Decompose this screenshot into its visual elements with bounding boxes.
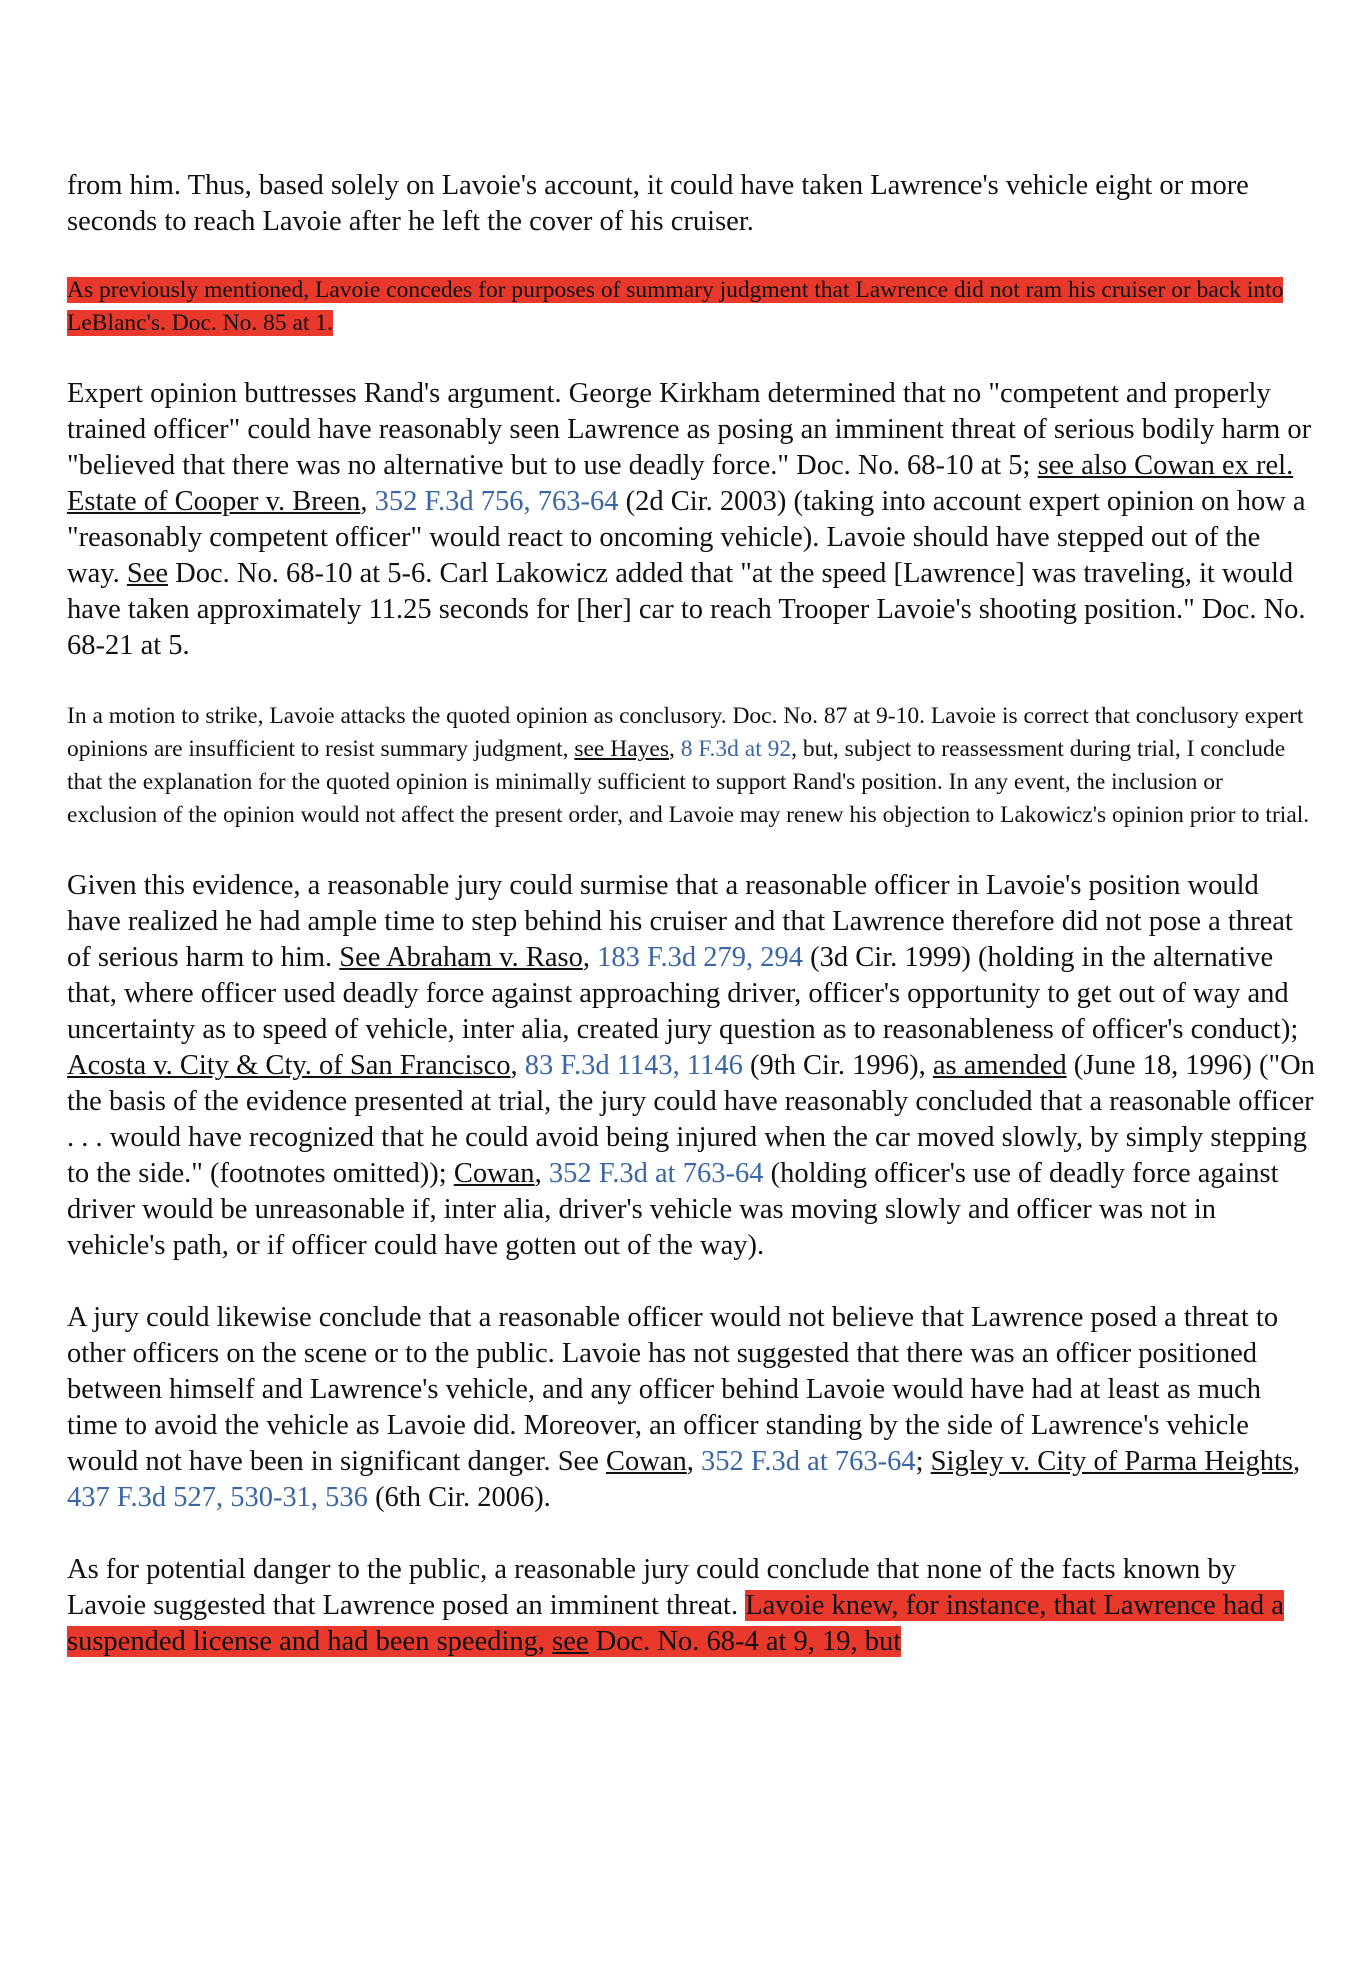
paragraph-gap [67, 664, 1317, 700]
text-run: A jury could likewise conclude that a reasonable officer would not believe that Lawrence posed a threat to other officers on the scene or to the public. Lavoie has not suggested that there was an officer positioned between himself and Lawrence's vehicle, and any officer behind Lavoie would have had at least as much time to avoid the vehicle as Lavoie did. Moreover, an officer standing by the side of Lawrence's vehicle would not have been in significant danger. See [67, 1302, 1279, 1477]
citation-link[interactable]: 352 F.3d at 763-64 [700, 1446, 916, 1477]
text-run: (3d Cir. 1999) (holding in the alternative that, where officer used deadly force against approaching driver, officer's opportunity to get out of way and uncertainty as to speed of vehicle, inter alia, created jury question as to reasonableness of officer's conduct); [67, 942, 1299, 1045]
paragraph-other-officers [67, 1300, 1317, 1516]
citation-link[interactable]: 183 F.3d 279, 294 [597, 942, 804, 973]
paragraph-vehicle-timing: from him. Thus, based solely on Lavoie's account, it could have taken Lawrence's vehicle eight or more seconds to reach Lavoie after he left the cover of his cruiser. [67, 170, 1249, 237]
text-run: Expert opinion buttresses Rand's argument. George Kirkham determined that no "competent and properly trained officer" could have reasonably seen Lawrence as posing an imminent threat of serious bodily harm or "believed that there was no alternative but to use deadly force." Doc. No. 68-10 at 5; [67, 378, 1312, 481]
text-run: (June 18, 1996) ("On the basis of the evidence presented at trial, the jury could have reasonably concluded that a reasonable officer . . . would have recognized that he could avoid being injured when the car moved slowly, by simply stepping to the side." (footnotes omitted)); [67, 1050, 1315, 1189]
case-citation-underlined: See Abraham v. Raso [339, 942, 583, 973]
paragraph-gap [67, 832, 1317, 868]
paragraph-jury-surmise [67, 868, 1317, 1264]
text-run: , but, subject to reassessment during trial, I conclude that the explanation for the quoted opinion is minimally sufficient to support Rand's position. In any event, the inclusion or exclusion of the opinion would not affect the present order, and Lavoie may renew his objection to Lakowicz's opinion prior to trial. [67, 736, 1310, 828]
citation-link[interactable]: 83 F.3d 1143, 1146 [524, 1050, 743, 1081]
footnote-concession [67, 274, 1317, 340]
case-citation-underlined: Acosta v. City & Cty. of San Francisco [67, 1050, 511, 1081]
text-run: , [534, 1158, 549, 1189]
paragraph-gap [67, 240, 1317, 274]
text-run: , [1292, 1446, 1301, 1477]
text-run: , [668, 736, 681, 762]
citation-link[interactable]: 352 F.3d 756, 763-64 [374, 486, 619, 517]
case-citation-underlined: see Hayes [574, 736, 669, 762]
text-run: , [510, 1050, 525, 1081]
paragraph-gap [67, 1516, 1317, 1552]
text-run: In a motion to strike, Lavoie attacks the quoted opinion as conclusory. Doc. No. 87 at 9-10. Lavoie is correct that conclusory expert opinions are insufficient to resist summary judgment, [67, 703, 1304, 762]
text-run: ; [915, 1446, 931, 1477]
text-run: (9th Cir. 1996), [742, 1050, 933, 1081]
citation-link[interactable]: 352 F.3d at 763-64 [548, 1158, 764, 1189]
case-citation-underlined: Cowan [453, 1158, 535, 1189]
text-run: (6th Cir. 2006). [367, 1482, 551, 1513]
text-run: (holding officer's use of deadly force against driver would be unreasonable if, inter alia, driver's vehicle was moving slowly and officer was not in vehicle's path, or if officer could have gotten out of the way). [67, 1158, 1279, 1261]
text-run: (2d Cir. 2003) (taking into account expert opinion on how a "reasonably competent officer" would react to oncoming vehicle). Lavoie should have stepped out of the way. [67, 486, 1306, 589]
paragraph-gap [67, 1264, 1317, 1300]
paragraph-expert-opinion [67, 376, 1317, 664]
signal-underlined: See [126, 558, 169, 589]
text-run: Doc. No. 68-4 at 9, 19, but [588, 1626, 902, 1657]
highlighted-text: As previously mentioned, Lavoie concedes for purposes of summary judgment that Lawrence did not ram his cruiser or back into LeBlanc's. Doc. No. 85 at 1. [67, 277, 1284, 336]
case-citation-underlined: see also Cowan ex rel. Estate of Cooper v. Breen [67, 450, 1294, 517]
paragraph-gap [67, 340, 1317, 376]
citation-link[interactable]: 8 F.3d at 92 [680, 736, 792, 762]
paragraph-public-danger [67, 1552, 1317, 1660]
citation-link[interactable]: 437 F.3d 527, 530-31, 536 [67, 1482, 368, 1513]
text-run: As for potential danger to the public, a reasonable jury could conclude that none of the facts known by Lavoie suggested that Lawrence posed an imminent threat. [67, 1554, 1236, 1621]
text-run: , [360, 486, 375, 517]
signal-underlined: see [552, 1626, 589, 1657]
signal-underlined: as amended [932, 1050, 1067, 1081]
text-run: , [686, 1446, 701, 1477]
text-run: Doc. No. 68-10 at 5-6. Carl Lakowicz added that "at the speed [Lawrence] was traveling, it would have taken approximately 11.25 seconds for [her] car to reach Trooper Lavoie's shooting position." Doc. No. 68-21 at 5. [67, 558, 1306, 661]
document-page [67, 168, 1317, 1660]
text-run: Lavoie knew, for instance, that Lawrence had a suspended license and had been speeding, [67, 1590, 1284, 1657]
case-citation-underlined: Sigley v. City of Parma Heights [930, 1446, 1293, 1477]
footnote-motion-to-strike [67, 700, 1317, 832]
case-citation-underlined: Cowan [605, 1446, 687, 1477]
text-run: , [582, 942, 598, 973]
text-run: Given this evidence, a reasonable jury could surmise that a reasonable officer in Lavoie's position would have realized he had ample time to step behind his cruiser and that Lawrence therefore did not pose a threat of serious harm to him. [67, 870, 1293, 973]
